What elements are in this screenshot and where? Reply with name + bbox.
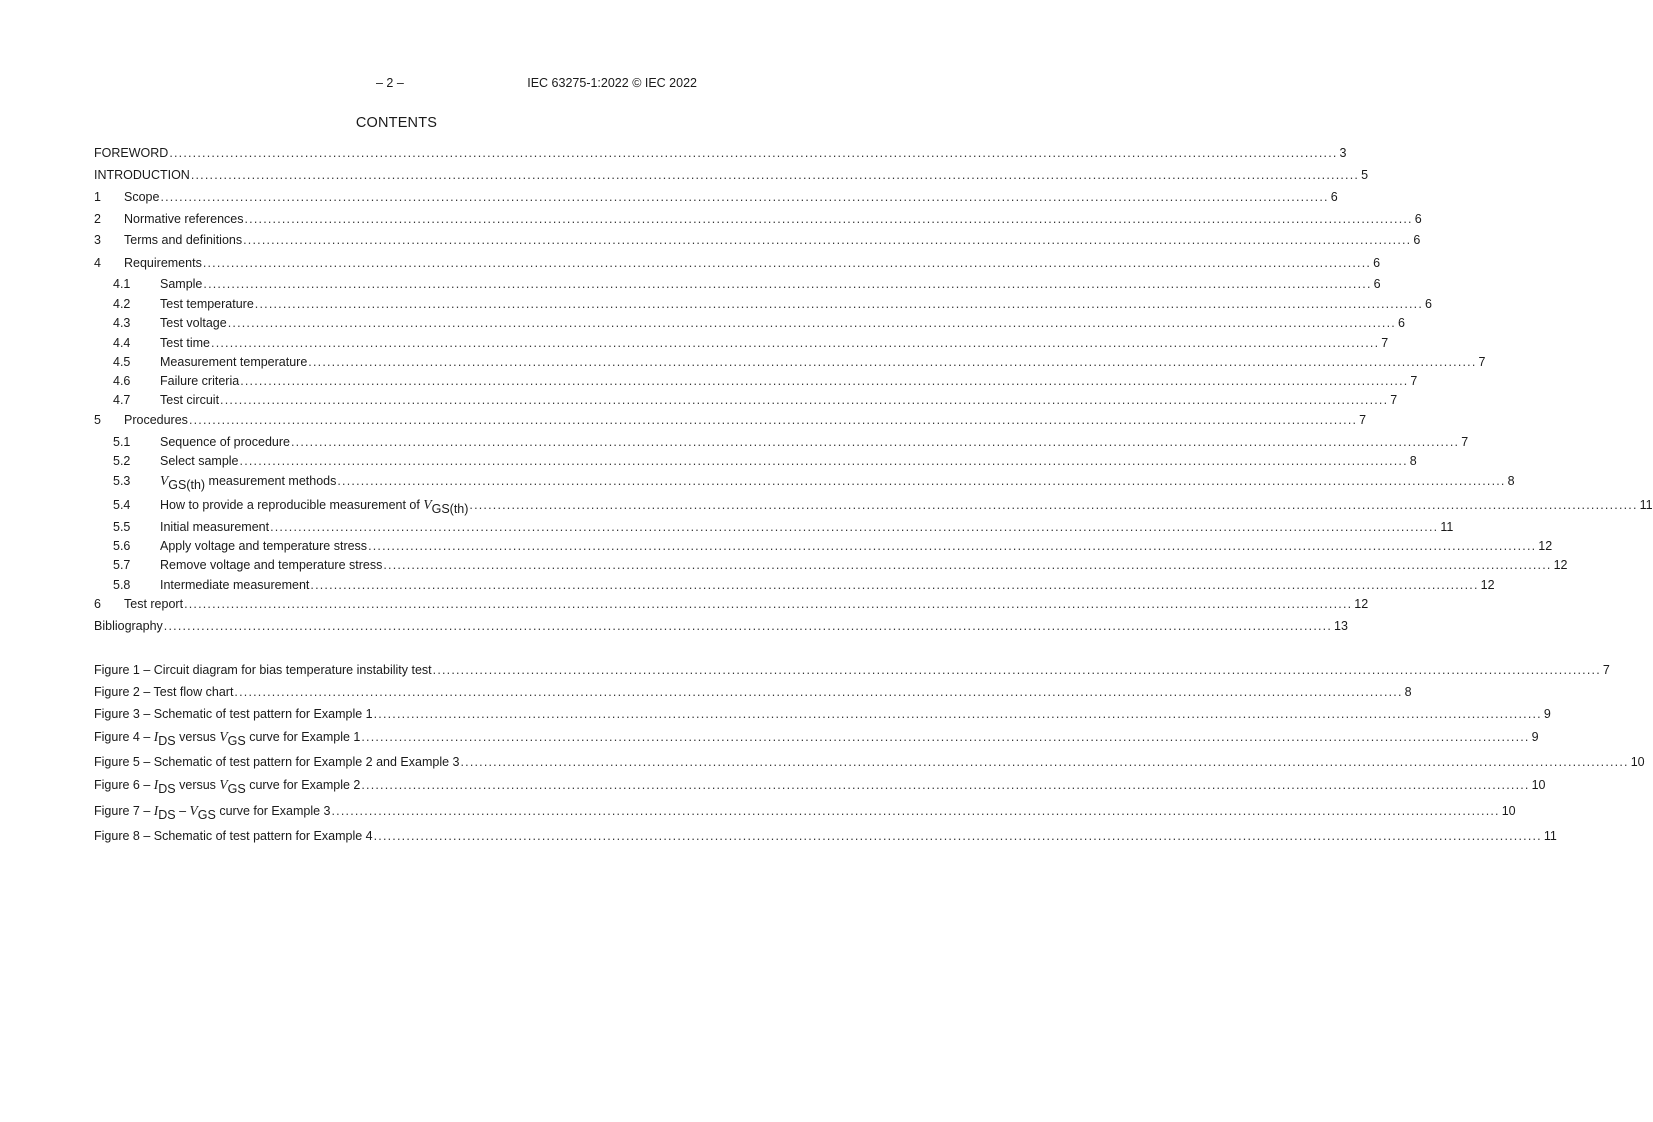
figure-entry-title xyxy=(94,803,331,822)
toc-entry-number: 4.1 xyxy=(113,277,131,291)
toc-entry-number: 4.6 xyxy=(113,374,131,388)
toc-entry-title: Initial measurement xyxy=(160,520,270,534)
toc-leader: .......................................................................................................................................................................................................................................................... xyxy=(211,336,1380,350)
toc-entry-page: 12 xyxy=(1538,539,1553,553)
toc-entry-page: 7 xyxy=(1478,355,1486,369)
toc-entry-page: 7 xyxy=(1381,336,1389,350)
figure-entry-title: Figure 8 – Schematic of test pattern for Example 4 xyxy=(94,829,373,843)
toc-entry-title: Intermediate measurement xyxy=(160,578,310,592)
toc-leader: .......................................................................................................................................................................................................................................................... xyxy=(234,685,1403,699)
toc-entry-number: 5.3 xyxy=(113,474,131,488)
page-number: – 2 – xyxy=(376,76,404,90)
toc-entry-number: 3 xyxy=(94,233,101,247)
toc-entry-requirements[interactable] xyxy=(94,256,1381,272)
figure-entry-page: 7 xyxy=(1602,663,1610,677)
symbol-v: V xyxy=(219,729,228,744)
toc-leader: .......................................................................................................................................................................................................................................................... xyxy=(361,778,1530,792)
toc-entry-select-sample[interactable] xyxy=(94,454,1417,470)
toc-leader: .......................................................................................................................................................................................................................................................... xyxy=(243,233,1412,247)
toc-leader: .......................................................................................................................................................................................................................................................... xyxy=(469,498,1638,512)
toc-entry-number: 5.6 xyxy=(113,539,131,553)
toc-leader: .......................................................................................................................................................................................................................................................... xyxy=(460,755,1629,769)
toc-entry-page: 8 xyxy=(1409,454,1417,468)
figure-title-end: curve for Example 1 xyxy=(245,730,361,744)
toc-entry-reproducible-measurement[interactable] xyxy=(94,497,1653,516)
toc-entry-page: 12 xyxy=(1553,558,1568,572)
toc-entry-title: Bibliography xyxy=(94,619,163,633)
toc-entry-bibliography[interactable] xyxy=(94,619,1348,635)
toc-entry-introduction[interactable] xyxy=(94,168,1369,184)
figure-entry-page: 9 xyxy=(1543,707,1551,721)
figure-entry-7[interactable] xyxy=(94,803,1516,822)
toc-entry-number: 4.2 xyxy=(113,297,131,311)
toc-entry-foreword[interactable] xyxy=(94,146,1347,162)
toc-entry-title xyxy=(160,473,337,492)
toc-entry-failure-criteria[interactable] xyxy=(94,374,1418,390)
toc-entry-number: 4.7 xyxy=(113,393,131,407)
toc-entry-number: 5.4 xyxy=(113,498,131,512)
toc-leader: .......................................................................................................................................................................................................................................................... xyxy=(160,190,1329,204)
toc-entry-scope[interactable] xyxy=(94,190,1338,206)
toc-entry-title: Test circuit xyxy=(160,393,220,407)
toc-entry-page: 3 xyxy=(1339,146,1347,160)
subscript-ds: DS xyxy=(158,782,176,796)
toc-entry-number: 1 xyxy=(94,190,101,204)
figure-entry-title xyxy=(94,777,361,796)
symbol-i: I xyxy=(153,729,159,744)
toc-entry-title: FOREWORD xyxy=(94,146,169,160)
toc-leader: .......................................................................................................................................................................................................................................................... xyxy=(331,804,1500,818)
toc-entry-page: 12 xyxy=(1480,578,1495,592)
symbol-v: V xyxy=(423,497,432,512)
toc-entry-number: 5.1 xyxy=(113,435,131,449)
toc-leader: .......................................................................................................................................................................................................................................................... xyxy=(203,277,1372,291)
toc-entry-number: 5.7 xyxy=(113,558,131,572)
toc-entry-page: 6 xyxy=(1397,316,1405,330)
subscript-ds: DS xyxy=(158,734,176,748)
toc-entry-title: Test temperature xyxy=(160,297,254,311)
toc-entry-title: Select sample xyxy=(160,454,239,468)
symbol-i: I xyxy=(153,777,159,792)
symbol-v: V xyxy=(219,777,228,792)
figure-title-end: curve for Example 2 xyxy=(245,778,361,792)
figure-title-start: Figure 4 – xyxy=(94,730,154,744)
toc-entry-title: Test time xyxy=(160,336,211,350)
toc-entry-remove-voltage-and-temperature-stress[interactable] xyxy=(94,558,1568,574)
figure-title-mid: versus xyxy=(175,778,220,792)
toc-leader: .......................................................................................................................................................................................................................................................... xyxy=(202,256,1372,270)
toc-entry-terms-and-definitions[interactable] xyxy=(94,233,1421,249)
toc-entry-title: Measurement temperature xyxy=(160,355,308,369)
toc-leader: .......................................................................................................................................................................................................................................................... xyxy=(184,597,1353,611)
subscript-gs: GS xyxy=(227,782,246,796)
toc-entry-page: 12 xyxy=(1354,597,1369,611)
toc-entry-title: Scope xyxy=(124,190,160,204)
toc-entry-number: 4.3 xyxy=(113,316,131,330)
toc-entry-initial-measurement[interactable] xyxy=(94,520,1454,536)
subscript-gs-th: GS(th) xyxy=(168,478,206,492)
toc-entry-page: 11 xyxy=(1639,498,1653,512)
toc-entry-number: 5 xyxy=(94,413,101,427)
toc-entry-sequence-of-procedure[interactable] xyxy=(94,435,1469,451)
toc-leader: .......................................................................................................................................................................................................................................................... xyxy=(383,558,1552,572)
toc-entry-page: 7 xyxy=(1410,374,1418,388)
figure-entry-6[interactable] xyxy=(94,777,1546,796)
toc-entry-test-report[interactable] xyxy=(94,597,1369,613)
toc-leader: .......................................................................................................................................................................................................................................................... xyxy=(373,707,1542,721)
toc-entry-normative-references[interactable] xyxy=(94,212,1422,228)
toc-leader: .......................................................................................................................................................................................................................................................... xyxy=(244,212,1413,226)
toc-leader: .......................................................................................................................................................................................................................................................... xyxy=(239,454,1408,468)
toc-entry-title: Sequence of procedure xyxy=(160,435,290,449)
page-header xyxy=(0,76,793,92)
toc-entry-page: 6 xyxy=(1425,297,1432,311)
toc-entry-page: 6 xyxy=(1373,277,1381,291)
figure-entry-title: Figure 5 – Schematic of test pattern for Example 2 and Example 3 xyxy=(94,755,460,769)
toc-leader: .......................................................................................................................................................................................................................................................... xyxy=(290,435,1460,449)
toc-entry-title: Remove voltage and temperature stress xyxy=(160,558,383,572)
toc-leader: .......................................................................................................................................................................................................................................................... xyxy=(432,663,1601,677)
toc-entry-test-circuit[interactable] xyxy=(94,393,1398,409)
toc-entry-title: Failure criteria xyxy=(160,374,240,388)
toc-entry-page: 8 xyxy=(1507,474,1515,488)
toc-leader: .......................................................................................................................................................................................................................................................... xyxy=(240,374,1409,388)
figure-entry-3[interactable] xyxy=(94,707,1551,723)
toc-entry-number: 4 xyxy=(94,256,101,270)
toc-entry-title: Sample xyxy=(160,277,203,291)
toc-leader: .......................................................................................................................................................................................................................................................... xyxy=(310,578,1479,592)
toc-leader: .......................................................................................................................................................................................................................................................... xyxy=(190,168,1360,182)
contents-title: CONTENTS xyxy=(355,115,438,131)
toc-entry-number: 5.2 xyxy=(113,454,131,468)
toc-entry-page: 6 xyxy=(1414,212,1422,226)
toc-entry-number: 4.5 xyxy=(113,355,131,369)
toc-entry-title: Apply voltage and temperature stress xyxy=(160,539,368,553)
toc-entry-number: 4.4 xyxy=(113,336,131,350)
figure-entry-page: 10 xyxy=(1630,755,1645,769)
toc-entry-number: 5.5 xyxy=(113,520,131,534)
toc-leader: .......................................................................................................................................................................................................................................................... xyxy=(308,355,1477,369)
toc-entry-page: 11 xyxy=(1440,520,1454,534)
toc-leader: .......................................................................................................................................................................................................................................................... xyxy=(373,829,1542,843)
subscript-ds: DS xyxy=(158,808,176,822)
figure-entry-page: 10 xyxy=(1531,778,1546,792)
toc-entry-page: 6 xyxy=(1373,256,1381,270)
toc-leader: .......................................................................................................................................................................................................................................................... xyxy=(169,146,1338,160)
toc-leader: .......................................................................................................................................................................................................................................................... xyxy=(220,393,1389,407)
toc-entry-title: Normative references xyxy=(124,212,244,226)
toc-entry-measurement-temperature[interactable] xyxy=(94,355,1486,371)
figure-entry-2[interactable] xyxy=(94,685,1412,701)
toc-entry-page: 6 xyxy=(1330,190,1338,204)
toc-leader: .......................................................................................................................................................................................................................................................... xyxy=(188,413,1358,427)
toc-entry-number: 6 xyxy=(94,597,101,611)
toc-entry-number: 5.8 xyxy=(113,578,131,592)
toc-entry-vgsth-measurement-methods[interactable] xyxy=(94,473,1515,492)
figure-entry-1[interactable] xyxy=(94,663,1610,679)
symbol-v: V xyxy=(160,473,169,488)
figure-title-start: Figure 6 – xyxy=(94,778,154,792)
toc-entry-page: 7 xyxy=(1359,413,1367,427)
toc-entry-test-time[interactable] xyxy=(94,336,1389,352)
toc-leader: .......................................................................................................................................................................................................................................................... xyxy=(361,730,1530,744)
toc-entry-page: 13 xyxy=(1334,619,1348,633)
toc-entry-title-text: How to provide a reproducible measurement of xyxy=(160,498,424,512)
toc-entry-intermediate-measurement[interactable] xyxy=(94,578,1495,594)
figure-entry-8[interactable] xyxy=(94,829,1557,845)
figure-entry-page: 10 xyxy=(1501,804,1516,818)
document-id: IEC 63275-1:2022 © IEC 2022 xyxy=(527,76,697,90)
toc-entry-procedures[interactable] xyxy=(94,413,1367,429)
symbol-v: V xyxy=(189,803,198,818)
toc-entry-title: Procedures xyxy=(124,413,188,427)
figure-title-mid: – xyxy=(175,804,190,818)
toc-entry-title: Test report xyxy=(124,597,184,611)
toc-entry-sample[interactable] xyxy=(94,277,1381,293)
figure-entry-page: 8 xyxy=(1404,685,1412,699)
toc-entry-page: 5 xyxy=(1361,168,1369,182)
subscript-gs: GS xyxy=(197,808,216,822)
figure-entry-4[interactable] xyxy=(94,729,1539,748)
toc-entry-test-voltage[interactable] xyxy=(94,316,1405,332)
toc-entry-title: Requirements xyxy=(124,256,202,270)
toc-leader: .......................................................................................................................................................................................................................................................... xyxy=(163,619,1333,633)
figure-entry-title: Figure 1 – Circuit diagram for bias temperature instability test xyxy=(94,663,432,677)
toc-entry-title: Test voltage xyxy=(160,316,227,330)
toc-entry-title-text: measurement methods xyxy=(205,474,337,488)
figure-entry-page: 9 xyxy=(1531,730,1539,744)
toc-entry-number: 2 xyxy=(94,212,101,226)
figure-entry-5[interactable] xyxy=(94,755,1645,771)
figure-entry-title: Figure 3 – Schematic of test pattern for Example 1 xyxy=(94,707,373,721)
toc-entry-page: 6 xyxy=(1413,233,1421,247)
toc-entry-title: Terms and definitions xyxy=(124,233,243,247)
figure-title-mid: versus xyxy=(175,730,220,744)
figure-title-start: Figure 7 – xyxy=(94,804,154,818)
figure-entry-title: Figure 2 – Test flow chart xyxy=(94,685,234,699)
toc-entry-title xyxy=(160,497,469,516)
toc-entry-apply-voltage-and-temperature-stress[interactable] xyxy=(94,539,1553,555)
toc-entry-page: 7 xyxy=(1390,393,1398,407)
figure-entry-page: 11 xyxy=(1543,829,1557,843)
toc-entry-page: 7 xyxy=(1461,435,1469,449)
toc-leader: .......................................................................................................................................................................................................................................................... xyxy=(227,316,1396,330)
figure-title-end: curve for Example 3 xyxy=(215,804,331,818)
toc-entry-test-temperature[interactable] xyxy=(94,297,1432,313)
toc-leader: .......................................................................................................................................................................................................................................................... xyxy=(254,297,1424,311)
symbol-i: I xyxy=(153,803,159,818)
subscript-gs-th: GS(th) xyxy=(431,502,469,516)
toc-entry-title: INTRODUCTION xyxy=(94,168,190,182)
figure-entry-title xyxy=(94,729,361,748)
toc-leader: .......................................................................................................................................................................................................................................................... xyxy=(337,474,1506,488)
toc-leader: .......................................................................................................................................................................................................................................................... xyxy=(368,539,1537,553)
subscript-gs: GS xyxy=(227,734,246,748)
toc-leader: .......................................................................................................................................................................................................................................................... xyxy=(270,520,1439,534)
